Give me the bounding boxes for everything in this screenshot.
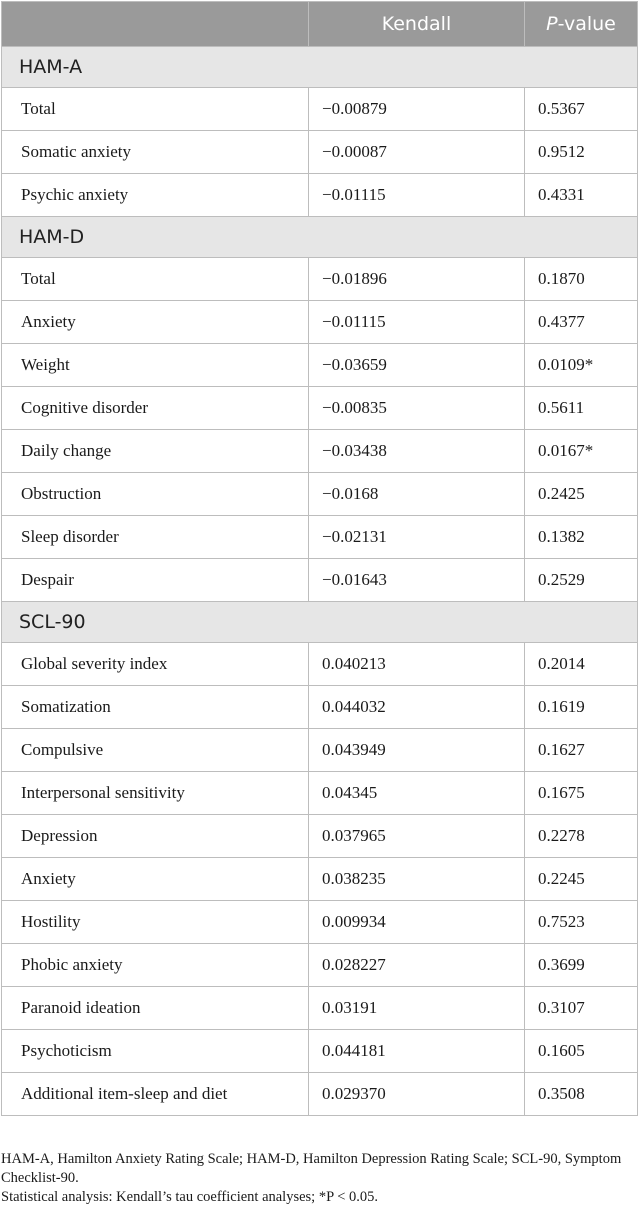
p-value: 0.5611 [525, 387, 638, 430]
p-value: 0.7523 [525, 901, 638, 944]
row-label: Somatization [2, 686, 309, 729]
kendall-value: 0.028227 [309, 944, 525, 987]
p-value: 0.2529 [525, 559, 638, 602]
kendall-value: −0.03438 [309, 430, 525, 473]
table-row [2, 815, 638, 858]
kendall-value: −0.01115 [309, 301, 525, 344]
table-row [2, 258, 638, 301]
row-label: Psychoticism [2, 1030, 309, 1073]
row-label: Weight [2, 344, 309, 387]
kendall-value: −0.01115 [309, 174, 525, 217]
kendall-value: −0.00835 [309, 387, 525, 430]
table-row [2, 729, 638, 772]
p-value: 0.1619 [525, 686, 638, 729]
row-label: Anxiety [2, 301, 309, 344]
header-p-italic: P [546, 13, 558, 35]
table-row [2, 686, 638, 729]
section-header-scl-90 [2, 602, 638, 643]
p-value: 0.5367 [525, 88, 638, 131]
kendall-value: −0.02131 [309, 516, 525, 559]
kendall-value: 0.043949 [309, 729, 525, 772]
p-value: 0.4331 [525, 174, 638, 217]
table-body [2, 47, 638, 1116]
row-label: Daily change [2, 430, 309, 473]
table-row [2, 901, 638, 944]
footnote-statistics: Statistical analysis: Kendall’s tau coefficient analyses; *P < 0.05. [1, 1189, 379, 1205]
kendall-value: −0.00087 [309, 131, 525, 174]
header-kendall: Kendall [309, 2, 525, 47]
p-value: 0.1605 [525, 1030, 638, 1073]
row-label: Despair [2, 559, 309, 602]
kendall-value: −0.01643 [309, 559, 525, 602]
row-label: Paranoid ideation [2, 987, 309, 1030]
row-label: Anxiety [2, 858, 309, 901]
p-value: 0.2425 [525, 473, 638, 516]
kendall-value: −0.0168 [309, 473, 525, 516]
table-row [2, 944, 638, 987]
row-label: Phobic anxiety [2, 944, 309, 987]
row-label: Global severity index [2, 643, 309, 686]
row-label: Somatic anxiety [2, 131, 309, 174]
table-row [2, 174, 638, 217]
kendall-value: −0.01896 [309, 258, 525, 301]
table-row [2, 387, 638, 430]
row-label: Sleep disorder [2, 516, 309, 559]
table-row [2, 473, 638, 516]
header-blank-cell [2, 2, 309, 47]
section-title: HAM-A [2, 47, 638, 88]
table-row [2, 430, 638, 473]
table-row [2, 643, 638, 686]
kendall-value: 0.040213 [309, 643, 525, 686]
p-value: 0.4377 [525, 301, 638, 344]
section-header-ham-a [2, 47, 638, 88]
section-title: SCL-90 [2, 602, 638, 643]
kendall-correlation-table [1, 1, 638, 1116]
row-label: Interpersonal sensitivity [2, 772, 309, 815]
table-row [2, 1030, 638, 1073]
row-label: Cognitive disorder [2, 387, 309, 430]
table-row [2, 88, 638, 131]
table-row [2, 772, 638, 815]
table-row [2, 858, 638, 901]
kendall-value: 0.009934 [309, 901, 525, 944]
table-row [2, 301, 638, 344]
table-row [2, 131, 638, 174]
kendall-value: 0.044032 [309, 686, 525, 729]
p-value: 0.3699 [525, 944, 638, 987]
table-header-row [2, 2, 638, 47]
kendall-value: 0.037965 [309, 815, 525, 858]
table-row [2, 987, 638, 1030]
kendall-value: −0.03659 [309, 344, 525, 387]
p-value: 0.0167* [525, 430, 638, 473]
row-label: Obstruction [2, 473, 309, 516]
kendall-value: 0.044181 [309, 1030, 525, 1073]
row-label: Compulsive [2, 729, 309, 772]
row-label: Total [2, 88, 309, 131]
table-row [2, 516, 638, 559]
p-value: 0.3107 [525, 987, 638, 1030]
table-row [2, 344, 638, 387]
p-value: 0.1675 [525, 772, 638, 815]
p-value: 0.2014 [525, 643, 638, 686]
table-row [2, 1073, 638, 1116]
footnote-abbreviations: HAM-A, Hamilton Anxiety Rating Scale; HAM-D, Hamilton Depression Rating Scale; SCL-90, Symptom Checklist-90. [1, 1151, 622, 1186]
row-label: Total [2, 258, 309, 301]
row-label: Depression [2, 815, 309, 858]
kendall-value: 0.04345 [309, 772, 525, 815]
table-footnote [1, 1150, 637, 1207]
table-row [2, 559, 638, 602]
p-value: 0.2278 [525, 815, 638, 858]
row-label: Psychic anxiety [2, 174, 309, 217]
header-p-value [525, 2, 638, 47]
row-label: Hostility [2, 901, 309, 944]
kendall-value: 0.029370 [309, 1073, 525, 1116]
section-title: HAM-D [2, 217, 638, 258]
kendall-value: 0.03191 [309, 987, 525, 1030]
p-value: 0.1627 [525, 729, 638, 772]
row-label: Additional item-sleep and diet [2, 1073, 309, 1116]
p-value: 0.0109* [525, 344, 638, 387]
kendall-value: −0.00879 [309, 88, 525, 131]
section-header-ham-d [2, 217, 638, 258]
p-value: 0.1382 [525, 516, 638, 559]
kendall-value: 0.038235 [309, 858, 525, 901]
header-p-rest: -value [557, 13, 616, 35]
p-value: 0.2245 [525, 858, 638, 901]
p-value: 0.9512 [525, 131, 638, 174]
p-value: 0.1870 [525, 258, 638, 301]
p-value: 0.3508 [525, 1073, 638, 1116]
